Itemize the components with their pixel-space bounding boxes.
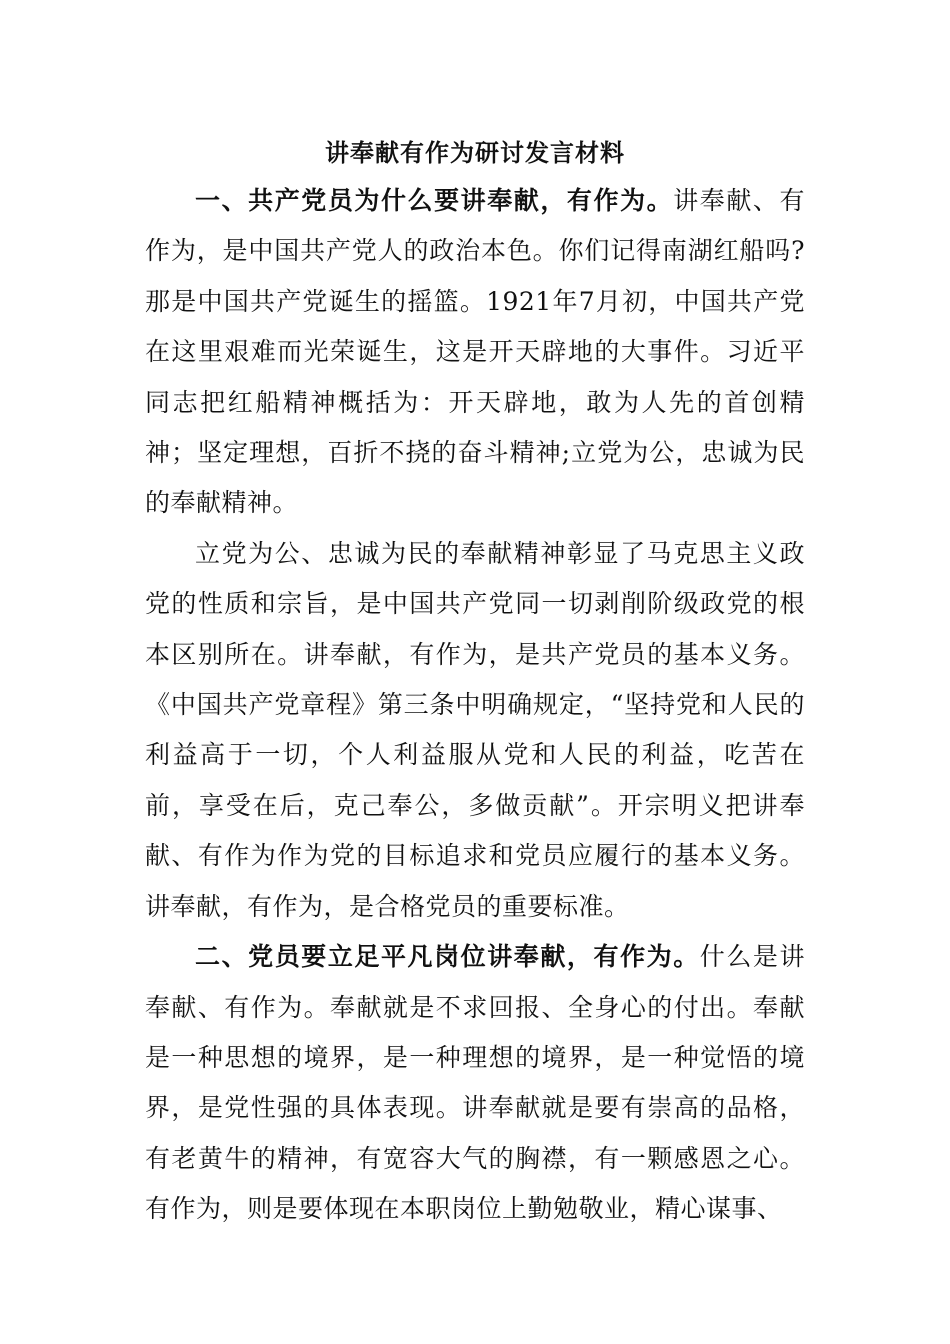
paragraph-1-text: 讲奉献、有作为，是中国共产党人的政治本色。你们记得南湖红船吗?那是中国共产党诞生的摇篮。1921年7月初，中国共产党在这里艰难而光荣诞生，这是开天辟地的大事件。习近平同志把红船精神概括为：开天辟地，敢为人先的首创精神；坚定理想，百折不挠的奋斗精神;立党为公，忠诚为民的奉献精神。 <box>145 186 805 518</box>
section-heading-2: 二、党员要立足平凡岗位讲奉献，有作为。 <box>195 942 700 972</box>
paragraph-2 <box>145 529 805 932</box>
paragraph-1 <box>145 176 805 529</box>
paragraph-3-text: 什么是讲奉献、有作为。奉献就是不求回报、全身心的付出。奉献是一种思想的境界，是一种理想的境界，是一种觉悟的境界，是党性强的具体表现。讲奉献就是要有崇高的品格，有老黄牛的精神，有宽容大气的胸襟，有一颗感恩之心。有作为，则是要体现在本职岗位上勤勉敬业，精心谋事、 <box>145 942 805 1224</box>
section-heading-1: 一、共产党员为什么要讲奉献，有作为。 <box>195 186 674 215</box>
paragraph-3 <box>145 932 805 1234</box>
document-page <box>145 134 805 1235</box>
paragraph-2-text: 立党为公、忠诚为民的奉献精神彰显了马克思主义政党的性质和宗旨，是中国共产党同一切剥削阶级政党的根本区别所在。讲奉献，有作为，是共产党员的基本义务。《中国共产党章程》第三条中明确规定，“坚持党和人民的利益高于一切，个人利益服从党和人民的利益，吃苦在前，享受在后，克己奉公，多做贡献”。开宗明义把讲奉献、有作为作为党的目标追求和党员应履行的基本义务。讲奉献，有作为，是合格党员的重要标准。 <box>145 538 805 921</box>
document-title: 讲奉献有作为研讨发言材料 <box>325 138 625 167</box>
